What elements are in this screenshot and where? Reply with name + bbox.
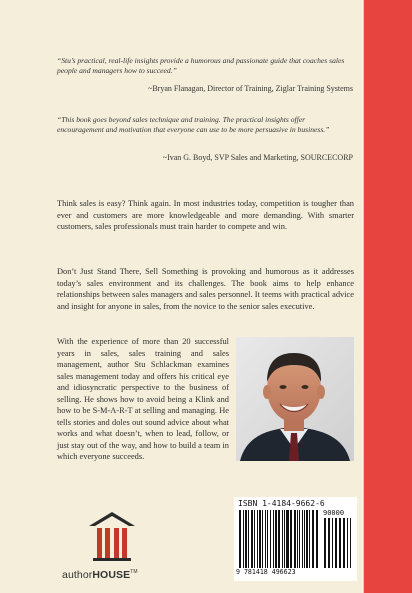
barcode-bar xyxy=(309,510,310,568)
publisher-name-light: author xyxy=(62,569,93,581)
isbn-label: ISBN 1-4184-9662-6 xyxy=(238,499,325,508)
author-photo-image xyxy=(236,337,354,461)
barcode-bar xyxy=(239,510,241,568)
barcode-bar xyxy=(304,510,305,568)
addon-barcode-bar xyxy=(332,518,333,568)
addon-barcode-bar xyxy=(324,518,326,568)
barcode-bar xyxy=(251,510,253,568)
barcode-bar xyxy=(312,510,314,568)
barcode-bar xyxy=(278,510,280,568)
quote-1-text: “Stu’s practical, real-life insights provide a humorous and passionate guide that coaches sales people and managers how to succeed.” xyxy=(57,56,345,75)
addon-barcode-bar xyxy=(350,518,351,568)
quote-2-attribution: ~Ivan G. Boyd, SVP Sales and Marketing, SOURCECORP xyxy=(162,153,353,162)
barcode-bar xyxy=(273,510,274,568)
ean-barcode-graphic xyxy=(239,510,321,568)
barcode-bar xyxy=(299,510,300,568)
barcode-bar xyxy=(294,510,296,568)
barcode-bar xyxy=(284,510,285,568)
publisher-name-bold: HOUSE xyxy=(92,569,131,581)
barcode-bar xyxy=(316,510,318,568)
author-photo xyxy=(236,337,354,461)
barcode-bar xyxy=(262,510,263,568)
addon-barcode-bar xyxy=(339,518,341,568)
authorhouse-logo-icon xyxy=(57,506,167,566)
red-spine-strip xyxy=(364,0,412,593)
barcode-bar xyxy=(267,510,268,568)
barcode-bar xyxy=(282,510,283,568)
barcode-bar xyxy=(275,510,277,568)
price-code-label: 90000 xyxy=(323,509,345,517)
barcode-bar xyxy=(302,510,303,568)
addon-barcode-graphic xyxy=(324,518,354,568)
publisher-name xyxy=(62,569,138,581)
addon-barcode-bar xyxy=(343,518,345,568)
barcode-bar xyxy=(286,510,289,568)
addon-barcode-bar xyxy=(328,518,330,568)
barcode-bar xyxy=(265,510,266,568)
barcode-bar xyxy=(297,510,298,568)
barcode-bar xyxy=(248,510,249,568)
barcode-bar xyxy=(259,510,261,568)
barcode-bar xyxy=(270,510,271,568)
publisher-trademark: TM xyxy=(130,569,138,575)
ean-number-label: 9 781418 496623 xyxy=(236,568,296,576)
barcode-bar xyxy=(254,510,255,568)
barcode-bar xyxy=(243,510,244,568)
barcode-bar xyxy=(257,510,258,568)
author-bio-paragraph: With the experience of more than 20 successful years in sales, sales training and sales management, author Stu Schlackman examines sales management today and offers his critical eye and idiosyncratic perspective to the business of selling. He shows how to avoid being a Klink and how to be S-M-A-R-T at selling and managing. He tells stories and doles out sound advice about what works and what doesn’t, when to lead, follow, or just stay out of the way, and how to build a team in which everyone succeeds. xyxy=(57,337,229,461)
barcode-bar xyxy=(306,510,308,568)
quote-2-text: “This book goes beyond sales technique and training. The practical insights offer encouragement and motivation that everyone can use to be more persuasive in business.” xyxy=(57,115,330,134)
barcode-bar xyxy=(290,510,292,568)
barcode-bar xyxy=(245,510,247,568)
addon-barcode-bar xyxy=(347,518,348,568)
addon-barcode-bar xyxy=(335,518,337,568)
description-paragraph-1: Think sales is easy? Think again. In most industries today, competition is tougher than ever and customers are more knowledgeable and more demanding. With smarter customers, sales professionals must train harder to compete and win. xyxy=(57,199,354,231)
quote-1-attribution: ~Bryan Flanagan, Director of Training, Ziglar Training Systems xyxy=(148,84,353,93)
description-paragraph-2: Don’t Just Stand There, Sell Something is provoking and humorous as it addresses today’s sales environment and its challenges. The book aims to help enhance relationships between sales managers and sales personnel. It teems with practical advice and insight for anyone in sales, from the novice to the senior sales executive. xyxy=(57,267,354,311)
